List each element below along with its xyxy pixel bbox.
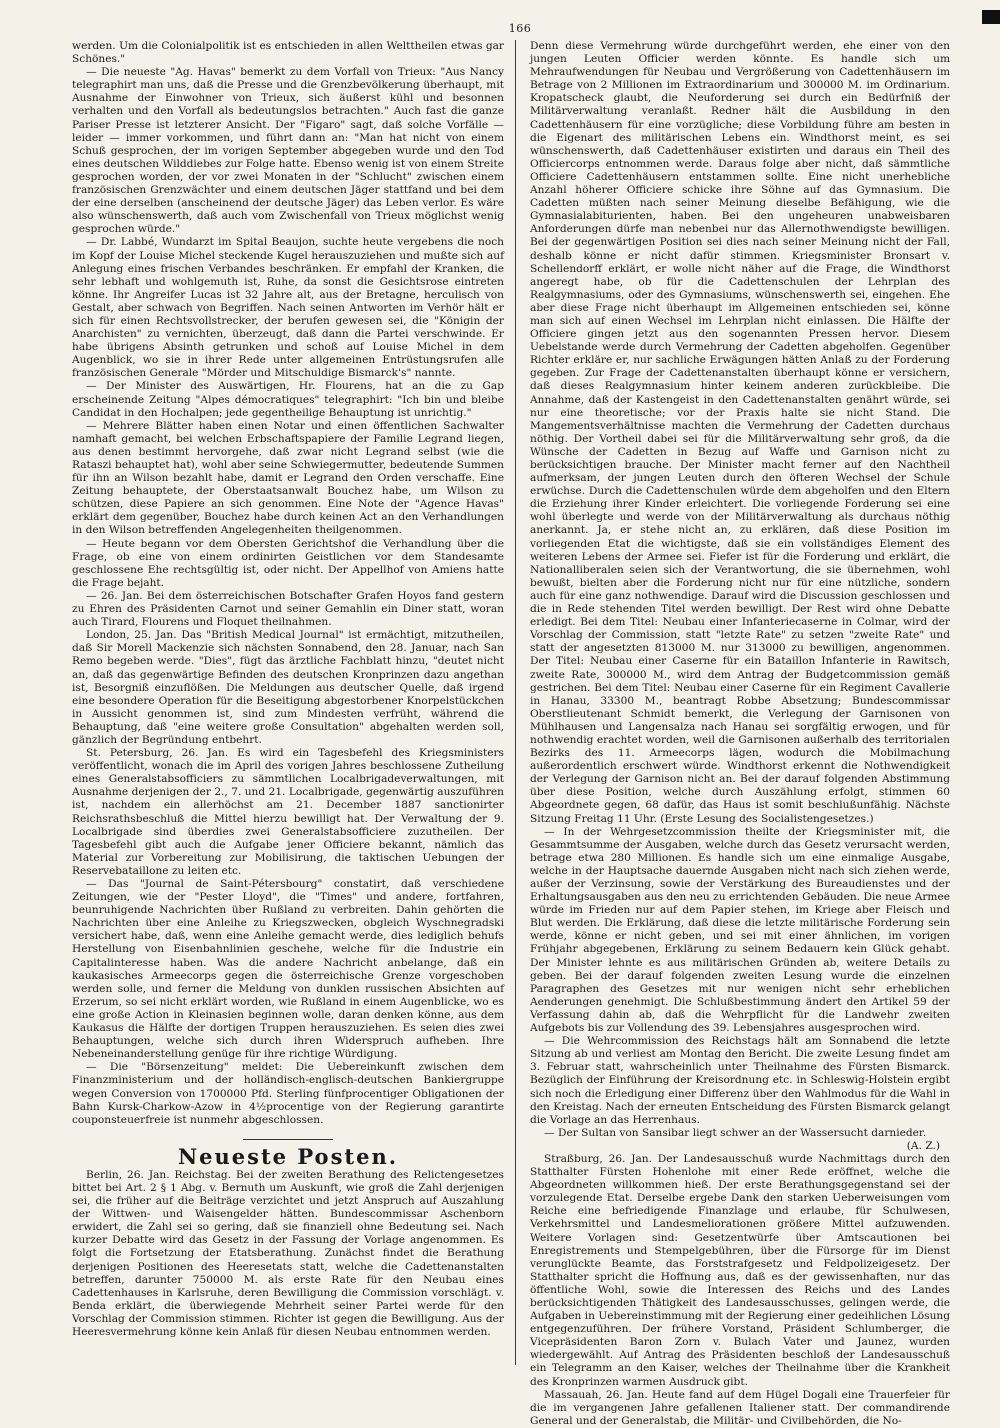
- right-column: [530, 40, 950, 1427]
- article-paragraph: Denn diese Vermehrung würde durchgeführt werden, ehe einer von den jungen Leuten Officier werden könnte. Es handle sich um Mehraufwendungen für Neubau und Vergrößerung von Cadettenhäusern im Betrage von 2 Millionen im Extraordinarium und 300000 M. im Ordinarium. Kropatscheck glaubt, die Neuforderung sei durch ein Bedürfniß der Militärverwaltung veranlaßt. Redner hält die Ausbildung in den Cadettenhäusern für eine vorzügliche; diese Vorbildung führe am besten in die Eigenart des militärischen Lebens ein. Windthorst meint, es sei wünschenswerth, daß Cadettenhäuser existirten und daraus ein Theil des Officiercorps entnommen werde. Daraus folge aber nicht, daß sämmtliche Officiere Cadettenhäusern entstammen sollte. Eine nicht unerhebliche Anzahl höherer Officiere schicke ihre Söhne auf das Gymnasium. Die Cadetten müßten nach seiner Meinung dieselbe Befähigung, wie die Gymnasialabiturienten, haben. Bei den ungeheuren unabweisbaren Anforderungen dürfe man nebenbei nur das Allernothwendigste bewilligen. Bei der gegenwärtigen Position sei dies nach seiner Meinung nicht der Fall, deshalb könne er nicht dafür stimmen. Kriegsminister Bronsart v. Schellendorff erklärt, er wolle nicht näher auf die Frage, die Windthorst angeregt habe, ob für die Cadettenschulen der Lehrplan des Realgymnasiums, oder des Gymnasiums, wünschenswerth sei, eingehen. Ehe aber diese Frage nicht überhaupt im Allgemeinen entschieden sei, könne man sich auf einen Wechsel im Lehrplan nicht einlassen. Die Hälfte der Officiere gingen jetzt aus den sogenannten Pressen hervor. Diesem Uebelstande werde durch Vermehrung der Cadetten abgeholfen. Gegenüber Richter erkläre er, nur sachliche Erwägungen hätten Anlaß zu der Forderung gegeben. Zur Frage der Cadettenanstalten überhaupt könne er versichern, daß dieses Realgymnasium hinter keinem anderen zurückbleibe. Die Annahme, daß der Kastengeist in den Cadettenanstalten genährt würde, sei nur eine theoretische; vor der Praxis halte sie nicht Stand. Die Mangementsverhältnisse machten die Vermehrung der Cadetten durchaus nöthig. Der Vortheil dabei sei für die Militärverwaltung sehr groß, da die Wünsche der Cadetten in Bezug auf Waffe und Garnison nicht zu berücksichtigen brauche. Der Minister macht ferner auf den Nachtheil aufmerksam, der jungen Leuten durch den öfteren Wechsel der Schule erwüchse. Durch die Cadettenschulen würde dem abgeholfen und den Eltern die Erziehung ihrer Kinder erleichtert. Die vorliegende Forderung sei eine wohl überlegte und werde von der Militärverwaltung als durchaus nöthig anerkannt. Ja, er stehe nicht an, zu erklären, daß diese Position im vorliegenden Etat die wichtigste, daß sie ein vollständiges Element des weiteren Lebens der Armee sei. Fiefer ist für die Forderung und erklärt, die Nationalliberalen seien sich der Verantwortung, die sie übernehmen, wohl bewußt, bielten aber die Forderung nicht nur für eine nützliche, sondern auch für eine ganz nothwendige. Darauf wird die Discussion geschlossen und die in Rede stehenden Titel werden bewilligt. Der Rest wird ohne Debatte erledigt. Bei dem Titel: Neubau einer Infanteriecaserne in Colmar, wird der Vorschlag der Commission, statt "letzte Rate" zu setzen "zweite Rate" und statt der angesetzten 813000 M. nur 313000 zu bewilligen, angenommen. Der Titel: Neubau einer Caserne für ein Bataillon Infanterie in Rawitsch, zweite Rate, 300000 M., wird dem Antrag der Budgetcommission gemäß gestrichen. Bei dem Titel: Neubau einer Caserne für ein Regiment Cavallerie in Hanau, 33300 M., beantragt Robbe Absetzung; Bundescommissar Oberstlieutenant Schmidt bemerkt, die Verlegung der Garnisonen von Mühlhausen und Langensalza nach Hanau sei sorgfältig erwogen, und für nothwendig erachtet worden, weil die Garnisonen außerhalb des territorialen Bezirks des 11. Armeecorps lägen, wodurch die Mobilmachung außerordentlich erschwert würde. Windthorst erkennt die Nothwendigkeit der Verlegung der Garnison nicht an. Bei der darauf folgenden Abstimmung über diese Position, welche durch Auszählung erfolgt, stimmen 60 Abgeordnete gegen, 68 dafür, das Haus ist somit beschlußunfähig. Nächste Sitzung Freitag 11 Uhr. (Erste Lesung des Socialistengesetzes.): [530, 40, 950, 825]
- article-paragraph: — Der Sultan von Sansibar liegt schwer an der Wassersucht darnieder.: [544, 1126, 927, 1139]
- article-paragraph: — Die "Börsenzeitung" meldet: Die Uebereinkunft zwischen dem Finanzministerium und der holländisch-englisch-deutschen Bankiergruppe wegen Conversion von 1700000 Pfd. Sterling fünfprocentiger Obligationen der Bahn Kursk-Charkow-Azow in 4½procentige von der Regierung garantirte couponsteuerfreie ist nunmehr abgeschlossen.: [72, 1061, 504, 1126]
- article-paragraph: St. Petersburg, 26. Jan. Es wird ein Tagesbefehl des Kriegsministers veröffentlicht, wonach die im April des vorigen Jahres beschlossene Zutheilung eines Generalstabsofficiers zu sämmtlichen Localbrigadeverwaltungen, mit Ausnahme derjenigen der 2., 7. und 21. Localbrigade, gegenwärtig auszuführen ist, nachdem ein allerhöchst am 21. December 1887 sanctionirter Reichsrathsbeschluß die Mittel hierzu bewilligt hat. Der Verwaltung der 9. Localbrigade sind überdies zwei Generalstabsofficiere zuzutheilen. Der Tagesbefehl gibt auch die Aufgabe jener Officiere bekannt, nämlich das Material zur Vorbereitung zur Mobilisirung, die taktischen Uebungen der Reservebataillone zu leiten etc.: [72, 747, 504, 877]
- article-paragraph: Massauah, 26. Jan. Heute fand auf dem Hügel Dogali eine Trauerfeier für die im vergangenen Jahre gefallenen Italiener statt. Der commandirende General und der Generalstab, die Militär- und Civilbehörden, die No-: [530, 1388, 950, 1427]
- article-paragraph: Straßburg, 26. Jan. Der Landesausschuß wurde Nachmittags durch den Statthalter Fürsten Hohenlohe mit einer Rede eröffnet, welche die Abgeordneten willkommen hieß. Der erste Berathungsgegenstand sei der vorzulegende Etat. Derselbe ergebe Dank den starken Ueberweisungen vom Reiche eine befriedigende Finanzlage und erlaube, für Schulwesen, Verkehrsmittel und Landesmeliorationen größere Mittel aufzuwenden. Weitere Vorlagen sind: Gesetzentwürfe über Amtscautionen bei Enregistrements und Stempelgebühren, über die Fürsorge für im Dienst verunglückte Beamte, das Forststrafgesetz und Feldpolizeigesetz. Der Statthalter spricht die Hoffnung aus, daß es der gewissenhaften, nur das öffentliche Wohl, sowie die Interessen des Reichs und des Landes berücksichtigenden Thätigkeit des Landesausschusses, gelingen werde, die Aufgaben in Uebereinstimmung mit der Regierung einer gedeihlichen Lösung entgegenzuführen. Der frühere Vorstand, Präsident Schlumberger, die Vicepräsidenten Baron Zorn v. Bulach Vater und Jaunez, wurden wiedergewählt. Auf Antrag des Präsidenten beschloß der Landesausschuß ein Telegramm an den Kaiser, welches der Theilnahme über die Krankheit des Kronprinzen warmen Ausdruck gibt.: [530, 1152, 950, 1388]
- left-column: [72, 40, 504, 1370]
- article-paragraph: werden. Um die Colonialpolitik ist es entschieden in allen Welttheilen etwas gar Schönes.": [72, 40, 504, 66]
- edge-mark: [982, 10, 1000, 24]
- article-paragraph: — Das "Journal de Saint-Pétersbourg" constatirt, daß verschiedene Zeitungen, wie der "Pester Lloyd", die "Times" und andere, fortfahren, beunruhigende Nachrichten über Rußland zu verbreiten. Dahin gehörten die Nachrichten über eine Anleihe zu Kriegszwecken, obgleich Wyschnegradski versichert habe, daß, wenn eine Anleihe gemacht werde, dies lediglich behufs Herstellung von Eisenbahnlinien geschehe, welche für die Industrie ein Capitalinteresse haben. Was die andere Nachricht anbelange, daß ein kaukasisches Armeecorps gegen die österreichische Grenze vorgeschoben werden solle, und ferner die Meldung von dunklen russischen Absichten auf Erzerum, so sei nicht erklärt worden, wie Rußland in einem Augenblicke, wo es eine große Action in Kleinasien beginnen wolle, daran denken könne, aus dem Kaukasus die Hälfte der dortigen Truppen herauszuziehen. Es seien dies zwei Behauptungen, welche sich durch ihren Widerspruch aufheben. Ihre Nebeneinanderstellung genüge für ihre richtige Würdigung.: [72, 878, 504, 1061]
- article-paragraph: — Die Wehrcommission des Reichstags hält am Sonnabend die letzte Sitzung ab und verliest am Montag den Bericht. Die zweite Lesung findet am 3. Februar statt, wahrscheinlich unter Theilnahme des Fürsten Bismarck. Bezüglich der Einführung der Kreisordnung etc. in Schleswig-Holstein ergibt sich noch die Erledigung einer Differenz über den Wahlmodus für die Wahl in den Kreistag. Nach der erneuten Entscheidung des Fürsten Bismarck gelangt die Vorlage an das Herrenhaus.: [530, 1035, 950, 1126]
- article-paragraph: — Heute begann vor dem Obersten Gerichtshof die Verhandlung über die Frage, ob eine von einem ordinirten Geistlichen vor dem Standesamte geschlossene Ehe rechtsgültig ist, oder nicht. Der Appellhof von Amiens hatte die Frage bejaht.: [72, 537, 504, 589]
- article-paragraph: — In der Wehrgesetzcommission theilte der Kriegsminister mit, die Gesammtsumme der Ausgaben, welche durch das Gesetz verursacht werden, betrage etwa 280 Millionen. Es handle sich um eine einmalige Ausgabe, welche in der Hauptsache dauernde Ausgaben nicht nach sich ziehen werde, außer der Verzinsung, sowie der Verstärkung des Bureaudienstes und der Erhaltungsausgaben aus den neu zu errichtenden Gebäuden. Die neue Armee würde im Frieden nur auf dem Papier stehen, im Kriege aber Fleisch und Blut werden. Die Erklärung, daß diese die letzte militärische Forderung sein werde, könne er nicht geben, und sei mit einer ähnlichen, im vorigen Frühjahr abgegebenen, Erklärung zu seinem Bedauern kein Glück gehabt. Der Minister lehnte es aus militärischen Gründen ab, weitere Details zu geben. Bei der darauf folgenden zweiten Lesung wurde die einzelnen Paragraphen des Gesetzes mit nur wenigen nicht sehr erheblichen Aenderungen genehmigt. Die Schlußbestimmung ändert den Artikel 59 der Verfassung dahin ab, daß die Wehrpflicht für die Landwehr zweiten Aufgebots bis zur Vollendung des 39. Lebensjahres ausgesprochen wird.: [530, 825, 950, 1035]
- article-paragraph: — Die neueste "Ag. Havas" bemerkt zu dem Vorfall von Trieux: "Aus Nancy telegraphirt man uns, daß die Presse und die Grenzbevölkerung überhaupt, mit Ausnahme der Einwohner von Trieux, sich äußerst kühl und besonnen verhalten und den Vorfall als bedeutungslos betrachten." Auch fast die ganze Pariser Presse ist letzterer Ansicht. Der "Figaro" sagt, daß solche Vorfälle — leider — immer vorkommen, und führt dann an: "Man hat nicht von einem Schuß gesprochen, der im vorigen September abgegeben wurde und den Tod eines deutschen Wilddiebes zur Folge hatte. Ebenso wenig ist von einem Streite gesprochen worden, der vor zwei Monaten in der "Schlucht" zwischen einem französischen Grenzwächter und einem deutschen Jäger stattfand und bei dem der eine derselben (anscheinend der deutsche Jäger) das Leben verlor. Es wäre also wünschenswerth, daß auch vom Zwischenfall von Trieux möglichst wenig gesprochen würde.": [72, 66, 504, 236]
- section-divider: [243, 1139, 333, 1140]
- page-number: 166: [508, 22, 532, 35]
- article-paragraph: — Dr. Labbé, Wundarzt im Spital Beaujon, suchte heute vergebens die noch im Kopf der Louise Michel steckende Kugel herauszuziehen und mußte sich auf Anlegung eines frischen Verbandes beschränken. Er empfahl der Kranken, die sehr lebhaft und wohlgemuth ist, Ruhe, da sonst die Gesichtsrose eintreten könne. Ihr Angreifer Lucas ist 32 Jahre alt, aus der Bretagne, herculisch von Gestalt, aber schwach von Begriffen. Nach seinen Antworten im Verhör hält er sich für einen Rechtsvollstrecker, der berufen gewesen sei, die "Königin der Anarchisten" zu vernichten, überzeugt, daß dann die Partei verschwinde. Er habe übrigens Absinth getrunken und schoß auf Louise Michel in dem Augenblick, wo sie in ihrer Rede unter allgemeinen Entrüstungsrufen alle französischen Generale "Mörder und Mitschuldige Bismarck's" nannte.: [72, 236, 504, 380]
- article-paragraph: — Der Minister des Auswärtigen, Hr. Flourens, hat an die zu Gap erscheinende Zeitung "Alpes démocratiques" telegraphirt: "Ich bin und bleibe Candidat in den Hochalpen; jede gegentheilige Behauptung ist unrichtig.": [72, 380, 504, 419]
- article-paragraph: London, 25. Jan. Das "British Medical Journal" ist ermächtigt, mitzutheilen, daß Sir Morell Mackenzie sich nächsten Sonnabend, den 28. Januar, nach San Remo begeben werde. "Dies", fügt das ärztliche Fachblatt hinzu, "deutet nicht an, daß das gegenwärtige Befinden des deutschen Kronprinzen dazu angethan ist, Besorgniß einzuflößen. Die Meldungen aus deutscher Quelle, daß irgend eine besondere Operation für die Beseitigung abgestorbener Knorpelstückchen in Aussicht genommen ist, sind zum Mindesten verfrüht, während die Behauptung, daß "eine weitere große Consultation" abgehalten werden soll, gänzlich der Begründung entbehrt.: [72, 629, 504, 746]
- signature: (A. Z.): [906, 1139, 940, 1152]
- article-paragraph: — Mehrere Blätter haben einen Notar und einen öffentlichen Sachwalter namhaft gemacht, bei welchen Erbschaftspapiere der Familie Legrand liegen, aus denen bestimmt hervorgehe, daß zwar nicht Legrand selbst (wie die Rataszi behauptet hat), wohl aber seine Schwiegermutter, bedeutende Summen für ihn an Wilson bezahlt habe, damit er Legrand den Orden verschaffe. Eine Zeitung behauptete, der Oberstaatsanwalt Bouchez habe, um Wilson zu schützen, diese Papiere an sich genommen. Eine Note der "Agence Havas" erklärt dem gegenüber, Bouchez habe durch keinen Act an den Verhandlungen in den Wilson betreffenden Angelegenheiten theilgenommen.: [72, 419, 504, 537]
- column-rule: [515, 40, 516, 1365]
- section-heading: Neueste Posten.: [177, 1143, 399, 1169]
- article-paragraph: — 26. Jan. Bei dem österreichischen Botschafter Grafen Hoyos fand gestern zu Ehren des Präsidenten Carnot und seiner Gemahlin ein Diner statt, woran auch Tirard, Flourens und Floquet theilnahmen.: [72, 589, 504, 629]
- article-paragraph: Berlin, 26. Jan. Reichstag. Bei der zweiten Berathung des Relictengesetzes bittet bei Art. 2 § 1 Abg. v. Bernuth um Auskunft, wie groß die Zahl derjenigen sei, die früher auf die Beiträge verzichtet und jetzt Anspruch auf Auszahlung der Wittwen- und Waisengelder hätten. Bundescommissar Aschenborn erwidert, die Zahl sei so gering, daß sie finanziell ohne Bedeutung sei. Nach kurzer Debatte wird das Gesetz in der Fassung der Vorlage angenommen. Es folgt die Fortsetzung der Etatsberathung. Zunächst findet die Berathung derjenigen Positionen des Heeresetats statt, welche die Cadettenanstalten betreffen, darunter 750000 M. als erste Rate für den Neubau eines Cadettenhauses in Karlsruhe, deren Bewilligung die Commission vorschlägt. v. Benda erklärt, die überwiegende Mehrheit seiner Partei werde für den Vorschlag der Commission stimmen. Richter ist gegen die Bewilligung. Aus der Heeresvermehrung könne kein Anlaß für diesen Neubau entnommen werden.: [72, 1168, 504, 1338]
